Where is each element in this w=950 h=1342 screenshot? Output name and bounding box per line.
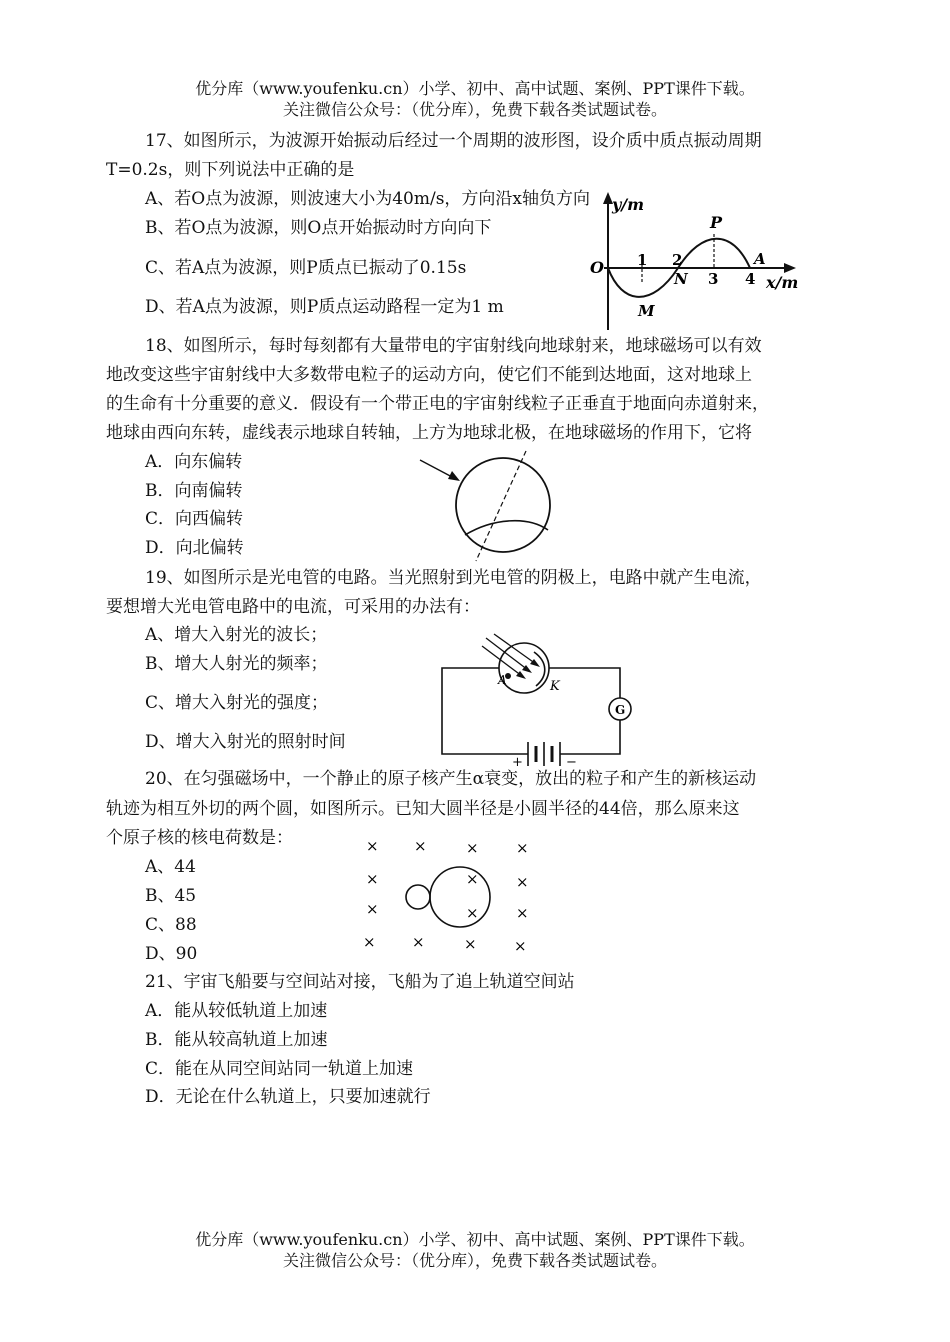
q18-option-a: A．向东偏转 <box>145 452 243 472</box>
q19-option-a: A、增大入射光的波长； <box>145 625 328 645</box>
q17-tick-4: 4 <box>745 270 756 288</box>
q20-field-mark: × <box>363 933 376 951</box>
q19-galvanometer-label: G <box>615 703 626 717</box>
q20-field-mark: × <box>366 837 379 855</box>
q18-earth-figure <box>418 448 558 563</box>
page-footer-line2: 关注微信公众号：（优分库），免费下载各类试题试卷。 <box>282 1251 667 1270</box>
q21-option-c: C．能在从同空间站同一轨道上加速 <box>145 1059 414 1079</box>
q19-option-c: C、增大入射光的强度； <box>145 693 329 713</box>
q20-field-mark: × <box>466 870 479 888</box>
q21-option-b: B．能从较高轨道上加速 <box>145 1030 328 1050</box>
q17-wave-figure <box>586 190 801 335</box>
q17-stem-line1: 17、如图所示，为波源开始振动后经过一个周期的波形图，设介质中质点振动周期 <box>145 131 762 151</box>
q20-option-d: D、90 <box>145 944 198 964</box>
q20-field-mark: × <box>466 904 479 922</box>
q21-option-d: D．无论在什么轨道上，只要加速就行 <box>145 1087 431 1107</box>
q21-option-a: A．能从较低轨道上加速 <box>145 1001 328 1021</box>
q20-field-mark: × <box>414 837 427 855</box>
q19-anode-label: A <box>498 673 507 687</box>
q20-field-mark: × <box>366 870 379 888</box>
q18-option-d: D．向北偏转 <box>145 538 244 558</box>
q20-option-c: C、88 <box>145 915 197 935</box>
q18-stem-line1: 18、如图所示，每时每刻都有大量带电的宇宙射线向地球射来，地球磁场可以有效 <box>145 336 762 356</box>
q20-field-mark: × <box>412 933 425 951</box>
q18-stem-line4: 地球由西向东转，虚线表示地球自转轴，上方为地球北极，在地球磁场的作用下，它将 <box>106 423 752 443</box>
q20-field-mark: × <box>466 839 479 857</box>
q20-stem-line3: 个原子核的核电荷数是： <box>106 828 293 848</box>
q19-option-b: B、增大人射光的频率； <box>145 654 328 674</box>
q20-field-mark: × <box>514 937 527 955</box>
q18-stem-line3: 的生命有十分重要的意义．假设有一个带正电的宇宙射线粒子正垂直于地面向赤道射来， <box>106 394 769 414</box>
q17-origin-label: O <box>590 258 604 277</box>
q18-option-c: C．向西偏转 <box>145 509 244 529</box>
q20-field-mark: × <box>464 935 477 953</box>
q19-battery-plus: + <box>512 755 523 770</box>
q20-option-b: B、45 <box>145 886 197 906</box>
q17-option-d: D、若A点为波源，则P质点运动路程一定为1 m <box>145 297 504 317</box>
q20-field-mark: × <box>366 900 379 918</box>
q19-battery-minus: − <box>566 755 577 770</box>
q17-stem-line2: T=0.2s，则下列说法中正确的是 <box>106 160 355 180</box>
page-footer-line1: 优分库（www.youfenku.cn）小学、初中、高中试题、案例、PPT课件下载。 <box>195 1230 755 1249</box>
q17-tick-2: 2 <box>672 251 683 269</box>
q18-option-b: B．向南偏转 <box>145 481 243 501</box>
q20-field-mark: × <box>516 873 529 891</box>
q17-option-c: C、若A点为波源，则P质点已振动了0.15s <box>145 258 467 278</box>
q19-cathode-label: K <box>550 679 560 694</box>
page-header-line2: 关注微信公众号：（优分库），免费下载各类试题试卷。 <box>282 100 667 119</box>
q19-option-d: D、增大入射光的照射时间 <box>145 732 346 752</box>
q20-magnetic-field-figure <box>355 832 540 960</box>
q17-point-a: A <box>754 250 766 268</box>
q19-phototube-circuit <box>438 632 643 770</box>
q20-stem-line1: 20、在匀强磁场中，一个静止的原子核产生α衰变，放出的粒子和产生的新核运动 <box>145 769 757 789</box>
q20-stem-line2: 轨迹为相互外切的两个圆，如图所示。已知大圆半径是小圆半径的44倍，那么原来这 <box>106 799 740 819</box>
q19-stem-line2: 要想增大光电管电路中的电流，可采用的办法有： <box>106 597 480 617</box>
q17-y-axis-label: y/m <box>612 195 645 214</box>
q20-field-mark: × <box>516 839 529 857</box>
q21-stem: 21、宇宙飞船要与空间站对接，飞船为了追上轨道空间站 <box>145 972 575 992</box>
q17-tick-3: 3 <box>708 270 719 288</box>
q17-point-m: M <box>638 302 655 320</box>
q17-tick-1: 1 <box>637 251 648 269</box>
q19-stem-line1: 19、如图所示是光电管的电路。当光照射到光电管的阴极上，电路中就产生电流， <box>145 568 762 588</box>
q17-x-axis-label: x/m <box>766 273 799 292</box>
q17-option-b: B、若O点为波源，则O点开始振动时方向向下 <box>145 218 492 238</box>
q17-point-n: N <box>674 270 688 288</box>
q17-point-p: P <box>710 213 723 232</box>
q20-field-mark: × <box>516 904 529 922</box>
q20-option-a: A、44 <box>145 857 196 877</box>
page-header-line1: 优分库（www.youfenku.cn）小学、初中、高中试题、案例、PPT课件下载。 <box>195 79 755 98</box>
q18-stem-line2: 地改变这些宇宙射线中大多数带电粒子的运动方向，使它们不能到达地面，这对地球上 <box>106 365 752 385</box>
q17-option-a: A、若O点为波源，则波速大小为40m/s，方向沿x轴负方向 <box>145 189 591 209</box>
